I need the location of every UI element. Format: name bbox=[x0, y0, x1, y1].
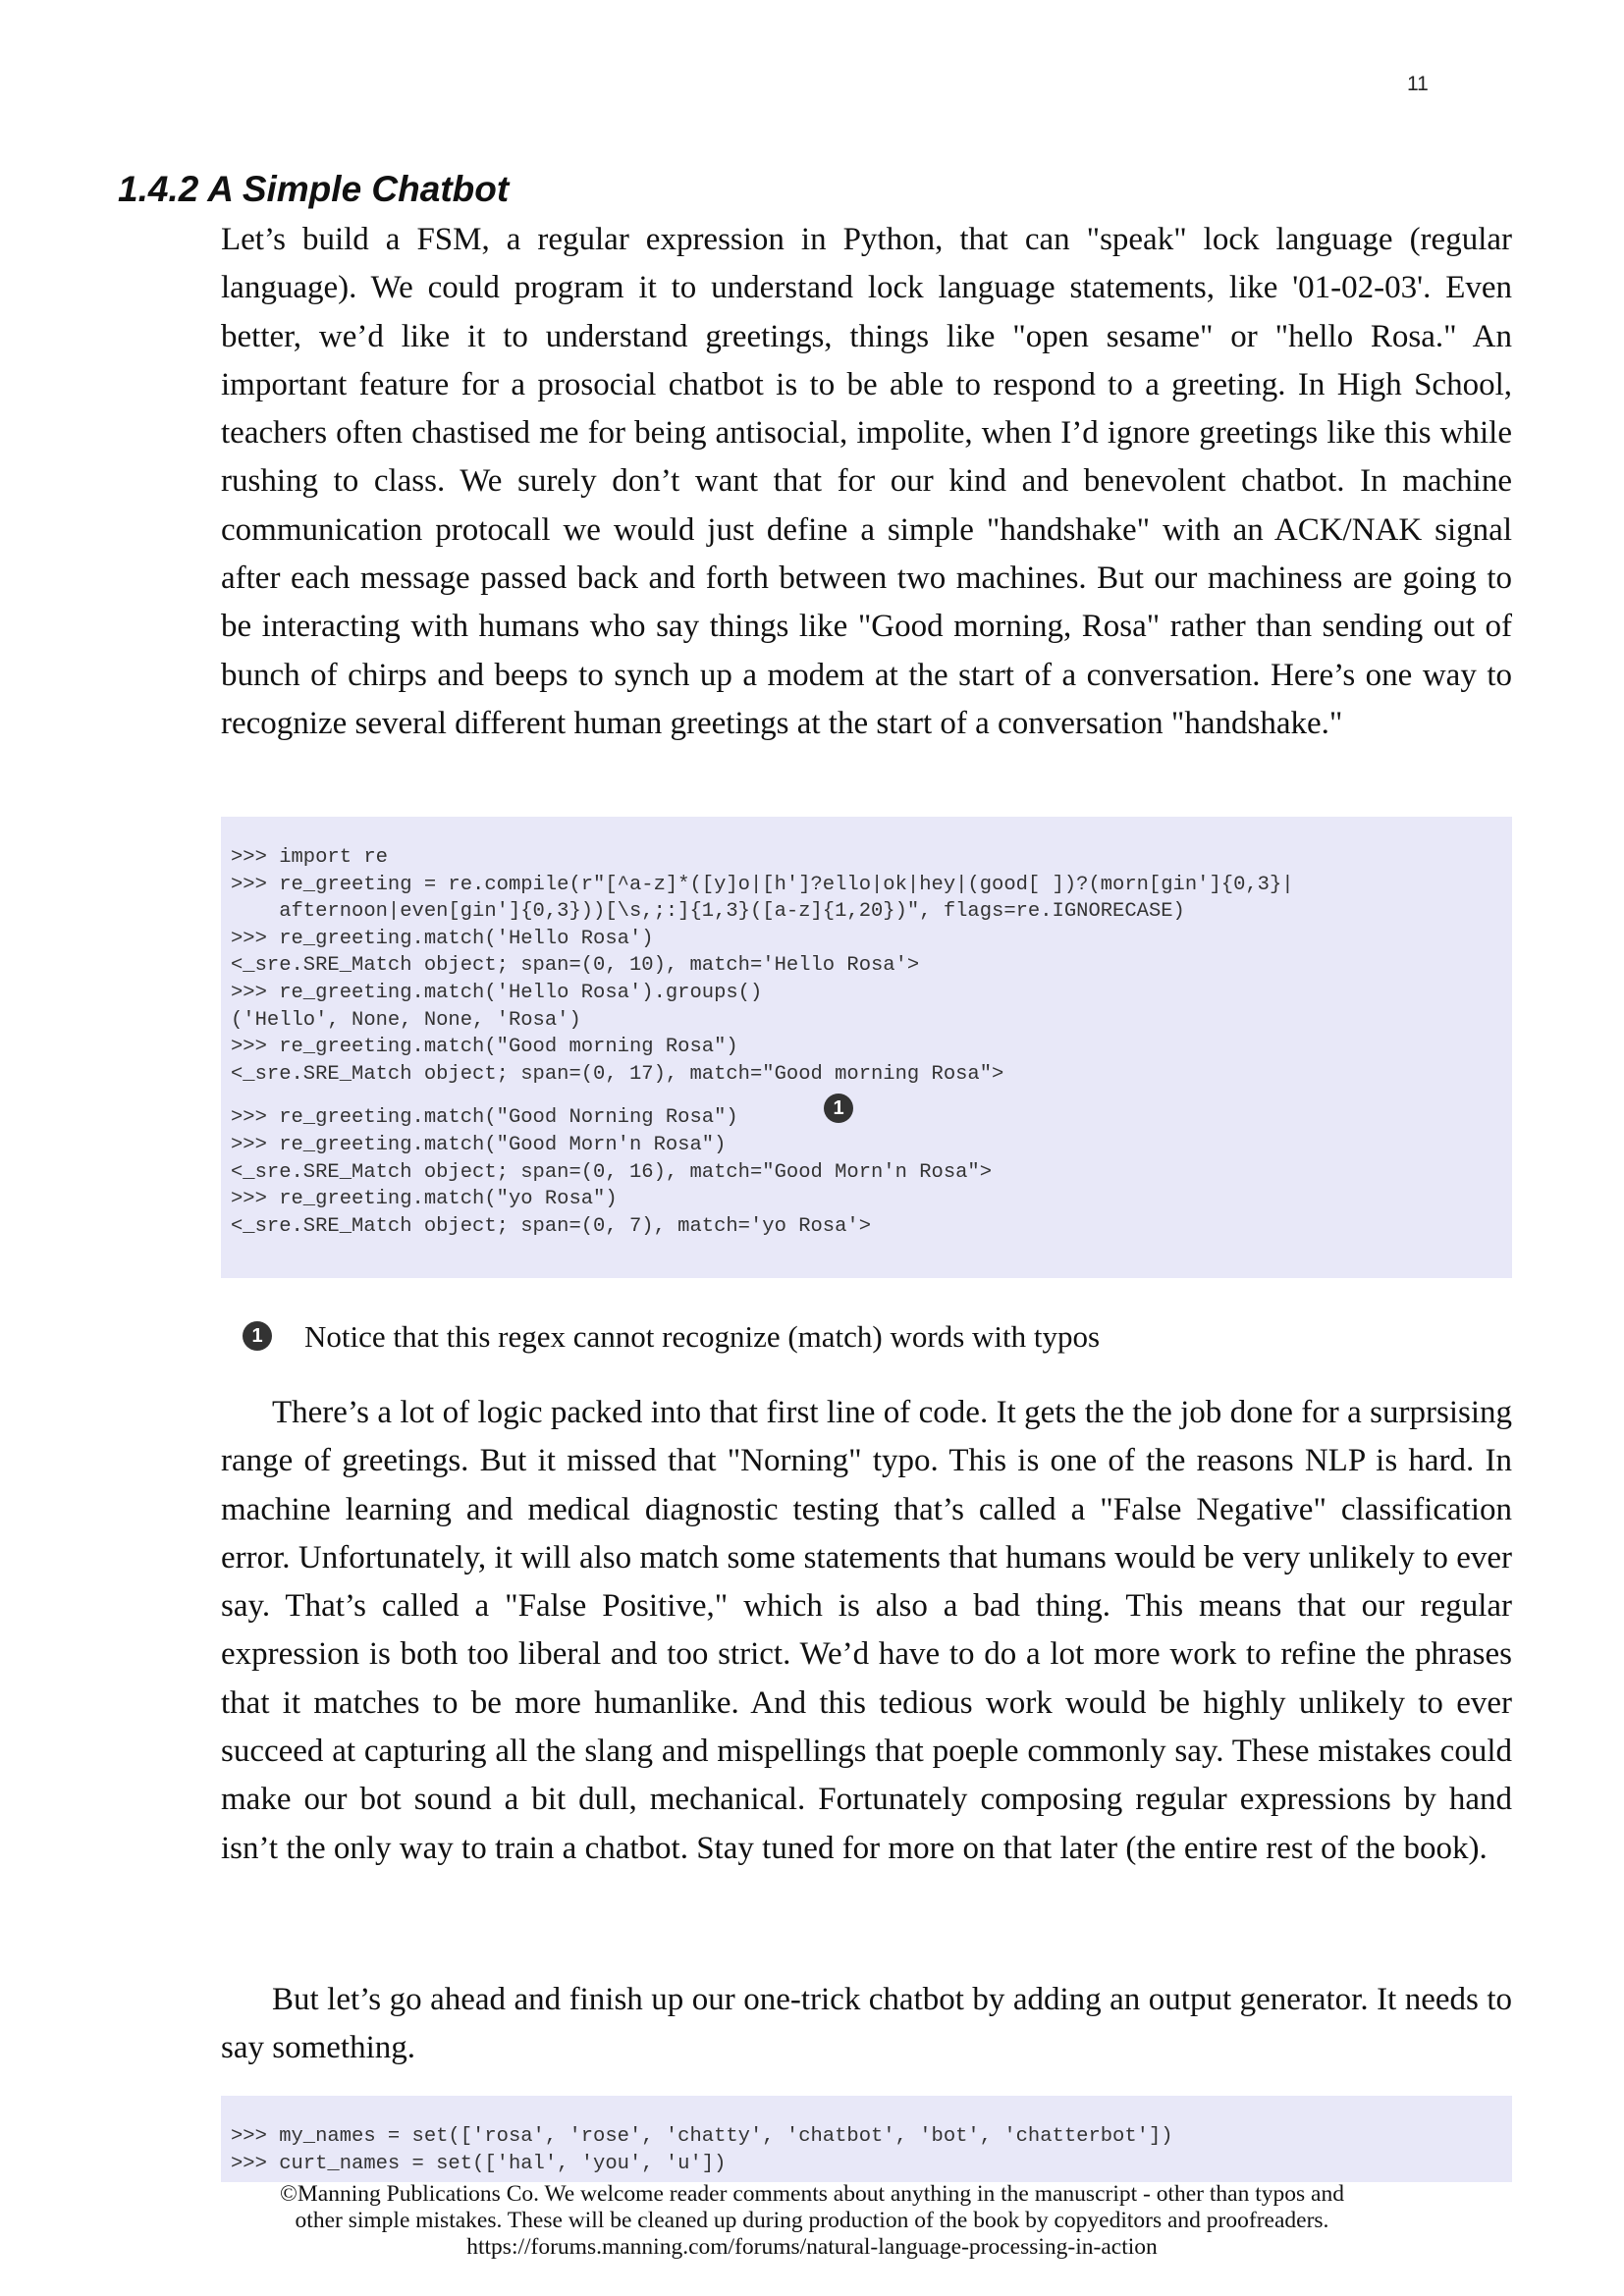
code-line: >>> import re bbox=[231, 846, 388, 869]
footer-link[interactable]: https://forums.manning.com/forums/natural-language-processing-in-action bbox=[466, 2234, 1158, 2260]
code-line: >>> re_greeting.match("Good Norning Rosa") bbox=[231, 1106, 738, 1130]
code-line: >>> re_greeting.match("Good morning Rosa") bbox=[231, 1036, 738, 1059]
code-block-names bbox=[221, 2096, 1512, 2182]
paragraph-finish: But let’s go ahead and finish up our one-trick chatbot by adding an output generator. It needs to say something. bbox=[221, 1982, 1512, 2066]
annotation-text: Notice that this regex cannot recognize (match) words with typos bbox=[304, 1319, 1101, 1354]
code-line: <_sre.SRE_Match object; span=(0, 10), match='Hello Rosa'> bbox=[231, 954, 920, 978]
code-line: <_sre.SRE_Match object; span=(0, 7), match='yo Rosa'> bbox=[231, 1214, 872, 1238]
code-line: >>> my_names = set(['rosa', 'rose', 'chatty', 'chatbot', 'bot', 'chatterbot']) bbox=[231, 2125, 1173, 2148]
code-line: >>> curt_names = set(['hal', 'you', 'u']) bbox=[231, 2152, 727, 2175]
code-line: afternoon|even[gin']{0,3}))[\s,;:]{1,3}([a-z]{1,20})", flags=re.IGNORECASE) bbox=[231, 900, 1185, 924]
code-line: <_sre.SRE_Match object; span=(0, 16), match="Good Morn'n Rosa"> bbox=[231, 1160, 993, 1184]
footer-line: other simple mistakes. These will be cleaned up during production of the book by copyeditors and proofreaders. bbox=[295, 2208, 1329, 2233]
callout-marker-1: 1 bbox=[824, 1094, 853, 1123]
paragraph-intro: Let’s build a FSM, a regular expression in Python, that can "speak" lock language (regular language). We could program it to understand lock language statements, like '01-02-03'. Even better, we’d like it to understand greetings, things like "open sesame" or "hello Rosa." An important feature for a prosocial chatbot is to be able to respond to a greeting. In High School, teachers often chastised me for being antisocial, impolite, when I’d ignore greetings like this while rushing to class. We surely don’t want that for our kind and benevolent chatbot. In machine communication protocall we would just define a simple "handshake" with an ACK/NAK signal after each message passed back and forth between two machines. But our machiness are going to be interacting with humans who say things like "Good morning, Rosa" rather than sending out of bunch of chirps and beeps to synch up a modem at the start of a conversation. Here’s one way to recognize several different human greetings at the start of a conversation "handshake." bbox=[221, 222, 1512, 741]
code-line: <_sre.SRE_Match object; span=(0, 17), match="Good morning Rosa"> bbox=[231, 1062, 1004, 1086]
paragraph-logic: There’s a lot of logic packed into that first line of code. It gets the the job done for a surprsising range of greetings. But it missed that "Norning" typo. This is one of the reasons NLP is hard. In machine learning and medical diagnostic testing that’s called a "False Negative" classification error. Unfortunately, it will also match some statements that humans would be very unlikely to ever say. That’s called a "False Positive," which is also a bad thing. This means that our regular expression is both too liberal and too strict. We’d have to do a lot more work to refine the phrases that it matches to be more humanlike. And this tedious work would be highly unlikely to ever succeed at capturing all the slang and mispellings that poeple commonly say. These mistakes could make our bot sound a bit dull, mechanical. Fortunately composing regular expressions by hand isn’t the only way to train a chatbot. Stay tuned for more on that later (the entire rest of the book). bbox=[221, 1395, 1512, 1866]
code-line: >>> re_greeting.match('Hello Rosa') bbox=[231, 927, 654, 950]
code-line: >>> re_greeting.match("yo Rosa") bbox=[231, 1188, 618, 1211]
code-line: >>> re_greeting.match("Good Morn'n Rosa") bbox=[231, 1133, 727, 1156]
code-line: >>> re_greeting.match('Hello Rosa').groups() bbox=[231, 981, 763, 1004]
footer-line: ©Manning Publications Co. We welcome reader comments about anything in the manuscript - other than typos and bbox=[280, 2181, 1344, 2207]
code-block-greeting-regex bbox=[221, 817, 1512, 1278]
code-line: >>> re_greeting = re.compile(r"[^a-z]*([y]o|[h']?ello|ok|hey|(good[ ])?(morn[gin']{0,3}| bbox=[231, 873, 1294, 896]
footer-copyright bbox=[147, 2181, 1477, 2261]
section-heading: 1.4.2 A Simple Chatbot bbox=[118, 169, 510, 209]
annotation-marker-1: 1 bbox=[243, 1321, 272, 1351]
code-line: ('Hello', None, None, 'Rosa') bbox=[231, 1008, 581, 1032]
page-number: 11 bbox=[1407, 73, 1429, 95]
